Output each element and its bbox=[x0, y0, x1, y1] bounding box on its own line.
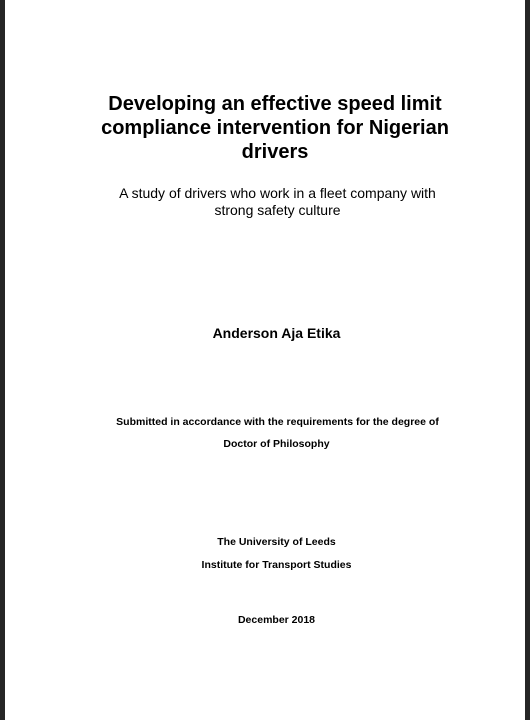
degree-name: Doctor of Philosophy bbox=[223, 438, 330, 450]
submission-date: December 2018 bbox=[237, 614, 316, 626]
institute-name: Institute for Transport Studies bbox=[201, 559, 352, 571]
author-name: Anderson Aja Etika bbox=[212, 325, 341, 341]
viewer-right-border bbox=[525, 0, 530, 720]
university-name: The University of Leeds bbox=[217, 536, 336, 548]
document-page bbox=[5, 0, 525, 720]
thesis-title: Developing an effective speed limit compliance intervention for Nigerian drivers bbox=[101, 93, 449, 163]
submission-statement: Submitted in accordance with the requirements for the degree of bbox=[116, 416, 439, 428]
thesis-subtitle: A study of drivers who work in a fleet company with strong safety culture bbox=[119, 185, 436, 218]
